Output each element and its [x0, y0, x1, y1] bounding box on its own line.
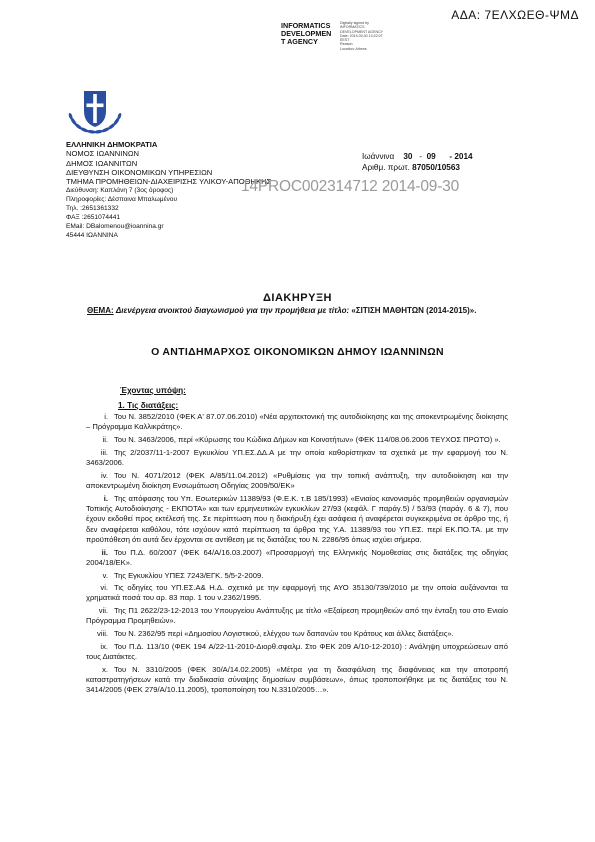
subject-label: ΘΕΜΑ: [87, 306, 114, 315]
provision-number: vi. [100, 583, 108, 593]
provision-item [86, 412, 508, 433]
sender-line: ΔΙΕΥΘΥΝΣΗ ΟΙΚΟΝΟΜΙΚΩΝ ΥΠΗΡΕΣΙΩΝ [66, 167, 213, 177]
date-line [362, 152, 473, 163]
date-day: 30 [403, 152, 413, 161]
provision-text: Τις οδηγίες του ΥΠ.ΕΣ.Α& Η.Δ. σχετικά με την εφαρμογή της ΑΥΟ 35130/739/2010 με την οποία αυξάνονται τα χρηματικά ποσά του αρ. 83 παρ. 1 του ν.2362/1995. [86, 583, 508, 603]
contact-fax: ΦΑΞ :2651074441 [66, 214, 121, 222]
digital-signature-details [340, 21, 383, 51]
provision-text: Του Ν. 2362/95 περί «Δημοσίου Λογιστικού, ελέγχου των δαπανών του Κράτους και άλλες διατάξεις». [114, 629, 454, 639]
provision-number: ix. [100, 641, 108, 651]
sender-line: ΤΜΗΜΑ ΠΡΟΜΗΘΕΙΩΝ-ΔΙΑΧΕΙΡΙΣΗΣ ΥΛΙΚΟΥ-ΑΠΟΘΗΚΗΣ [66, 177, 272, 187]
signature-meta-line: DEVELOPMENT AGENCY [340, 29, 384, 34]
provision-text: Του Π.Δ. 113/10 (ΦΕΚ 194 Α/22-11-2010-Διορθ.σφαλμ. Στο ΦΕΚ 209 Α/10-12-2010) : Ανάληψη υποχρεώσεων από τους Διατάκτες. [86, 641, 508, 662]
provision-item [86, 471, 508, 492]
contact-info: Πληροφορίες: Δέσποινα Μπαλωμένου [66, 196, 178, 204]
signature-org-line: T AGENCY [281, 37, 318, 46]
provision-number: i. [104, 412, 108, 421]
protocol-line [362, 163, 473, 174]
provisions-list [86, 412, 508, 698]
contact-email: EMail: DBalomenou@ioannina.gr [66, 223, 164, 231]
date-place: Ιωάννινα [362, 152, 395, 161]
sender-line: ΝΟΜΟΣ ΙΩΑΝΝΙΝΩΝ [66, 149, 140, 159]
having-considered-label: Έχοντας υπόψη: [120, 386, 186, 395]
date-block [362, 152, 473, 173]
provision-number: iv. [100, 470, 108, 480]
sender-line: ΔΗΜΟΣ ΙΩΑΝΝΙΤΩΝ [66, 158, 138, 168]
document-title: ΔΙΑΚΗΡΥΞΗ [263, 292, 332, 304]
provision-number: ii. [102, 434, 108, 444]
provision-text: Του Ν. 3463/2006, περί «Κύρωσης του Κώδικα Δήμων και Κοινοτήτων» (ΦΕΚ 114/08.06.2006 ΤΕΥΧΟΣ ΠΡΩΤΟ) ». [114, 434, 501, 444]
authority-heading: Ο ΑΝΤΙΔΗΜΑΡΧΟΣ ΟΙΚΟΝΟΜΙΚΩΝ ΔΗΜΟΥ ΙΩΑΝΝΙΝΩΝ [151, 346, 444, 358]
subject-title: «ΣΙΤΙΣΗ ΜΑΘΗΤΩΝ (2014-2015)». [351, 306, 477, 315]
protocol-number: 87050/10563 [412, 162, 460, 172]
provision-item [86, 571, 508, 581]
contact-postcode: 45444 ΙΩΑΝΝΙΝΑ [66, 232, 118, 240]
provision-item [86, 548, 508, 569]
signature-org-line: DEVELOPMEN [281, 29, 332, 38]
provision-item [86, 642, 508, 663]
digital-signature-org [281, 22, 331, 46]
sender-line: ΕΛΛΗΝΙΚΗ ΔΗΜΟΚΡΑΤΙΑ [66, 140, 158, 149]
contact-phone: Τηλ. :2651361332 [66, 205, 119, 213]
date-month: 09 [426, 152, 436, 161]
signature-meta-line: Digitally signed by [340, 21, 369, 25]
signature-meta-line: Location: Athens [340, 46, 367, 51]
date-year: - 2014 [449, 152, 473, 161]
provision-number: v. [102, 570, 108, 580]
provision-text: Της Π1 2622/23-12-2013 του Υπουργείου Ανάπτυξης με τίτλο «Εξαίρεση προμηθειών από την ένταξη του στο Ενιαίο Πρόγραμμα Προμηθειών». [86, 606, 508, 626]
provision-item [86, 435, 508, 445]
provision-number: viii. [97, 629, 108, 639]
signature-meta-line: INFORMATICS [340, 25, 365, 30]
provision-number: iii. [100, 447, 108, 457]
signature-org-line: INFORMATICS [281, 21, 331, 30]
provision-text: Της απόφασης του Υπ. Εσωτερικών 11389/93 (Φ.Ε.Κ. τ.Β 185/1993) «Ενιαίος κανονισμός προμηθειών οργανισμών Τοπικής Αυτοδιοίκησης - ΕΚΠΟΤΑ» και των ερμηνευτικών εγκυκλίων 27/93 (κεφάλ. Γ παράγ.5) / 53/93 (παράγ. 6 & 7), που έχουν εκδοθεί προς εκτέλεσή της. Σε περίπτωση που η διακήρυξη έχει ασάφεια ή αναφέρεται συγκεκριμένα σε άρθρο της, ή δεν αναφέρεται καθόλου, τότε ισχύουν κατά περίπτωση τα άρθρα της Υ.Α. 11389/93 του ΥΠ.ΕΣ. περί ΕΚ.ΠΟ.ΤΑ. με την προϋπόθεση ότι αυτά δεν έρχονται σε αντίθεση με τις διατάξεις του Ν. 2286/95 όπως ισχύει σήμερα. [86, 493, 508, 544]
signature-meta-line: EEST [340, 38, 350, 43]
date-dash: - [419, 152, 423, 161]
having-considered [120, 386, 186, 395]
contact-address: Διεύθυνση: Καπλάνη 7 (3ος όροφος) [66, 187, 174, 195]
subject-lead: Διενέργεια ανοικτού διαγωνισμού για την προμήθεια με τίτλο: [115, 306, 350, 315]
provision-item [86, 606, 508, 627]
ada-code: ΑΔΑ: 7ΕΛΧΩΕΘ-ΨΜΔ [451, 8, 579, 22]
provision-item [86, 494, 508, 545]
watermark: 14PROC002314712 2014-09-30 [241, 178, 459, 195]
provision-number: x. [102, 664, 108, 674]
provision-item [86, 629, 508, 639]
provision-text: Του Ν. 3310/2005 (ΦΕΚ 30/Α/14.02.2005) «Μέτρα για τη διασφάλιση της διαφάνειας και την αποτροπή καταστρατηγήσεων κατά την διαδικασία σύναψης δημοσίων συμβάσεων», όπως τροποποιήθηκε με τις διατάξεις του Ν. 3414/2005 (ΦΕΚ 279/Α/10.11.2005), τροποποίηση του Ν.3310/2005…». [86, 664, 508, 695]
provision-text: Του Π.Δ. 60/2007 (ΦΕΚ 64/Α/16.03.2007) «Προσαρμογή της Ελληνικής Νομοθεσίας στις διατάξεις της οδηγίας 2004/18/ΕΚ». [86, 547, 508, 567]
subject-paragraph [87, 306, 505, 317]
provision-number: i. [103, 493, 108, 503]
provisions-label: 1. Τις διατάξεις: [118, 401, 179, 410]
provision-text: Της Εγκυκλίου ΥΠΕΣ 7243/ΕΓΚ. 5/5-2-2009. [114, 570, 264, 580]
provision-text: Του Ν. 3852/2010 (ΦΕΚ Α' 87.07.06.2010) «Νέα αρχιτεκτονική της αυτοδιοίκησης και της αποκεντρωμένης διοίκησης – Πρόγραμμα Καλλικράτης». [86, 412, 508, 432]
provision-item [86, 448, 508, 469]
signature-meta-line: Date: 2014.09.30 13:22:07 [340, 33, 383, 38]
provision-text: Της 2/2037/11-1-2007 Εγκυκλίου ΥΠ.ΕΣ.ΔΔ.Α με την οποία καθορίστηκαν τα σχετικά με την εφαρμογή του Ν. 3463/2006. [86, 447, 508, 467]
greek-coat-of-arms-icon [64, 81, 126, 137]
provision-number: ii. [101, 547, 108, 557]
provision-item [86, 583, 508, 604]
provision-number: vii. [98, 606, 108, 616]
protocol-label: Αριθμ. πρωτ. [362, 162, 410, 172]
provision-text: Του Ν. 4071/2012 (ΦΕΚ Α/85/11.04.2012) «Ρυθμίσεις για την τοπική ανάπτυξη, την αυτοδιοίκηση και την αποκεντρωμένη διοίκηση Ενσωμάτωση Οδηγίας 2009/50/ΕΚ» [86, 470, 508, 490]
provision-item [86, 665, 508, 696]
signature-meta-line: Reason: [340, 42, 354, 47]
